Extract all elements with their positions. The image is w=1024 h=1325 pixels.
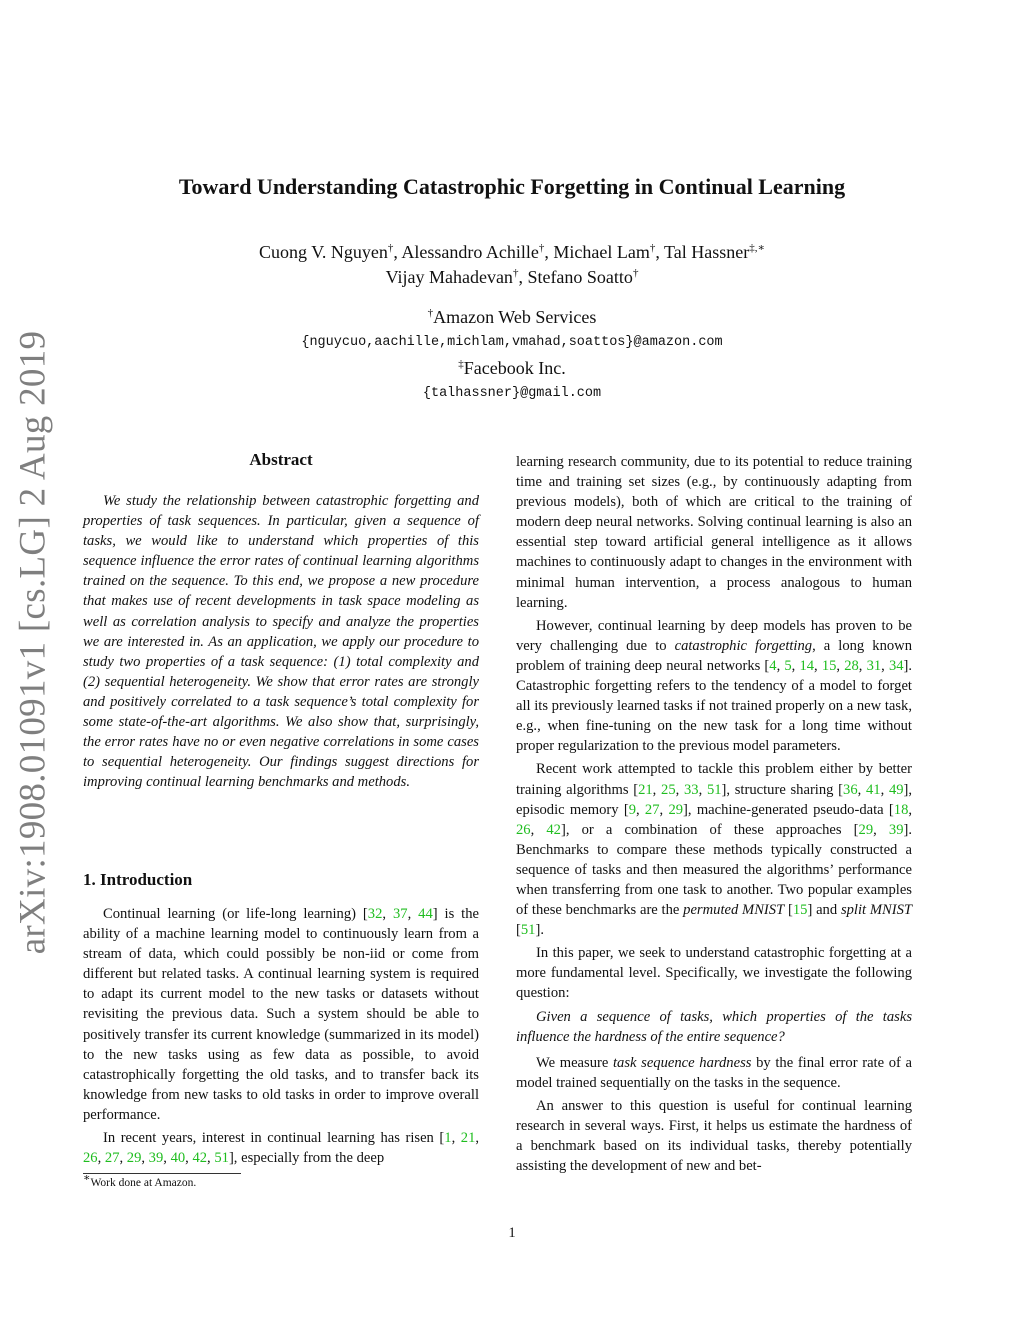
citation-link[interactable]: 26 — [516, 821, 531, 838]
email-prefix: {nguycuo,aachille,michlam,vmahad,soattos} — [301, 335, 634, 350]
text-run: , — [97, 1150, 105, 1167]
body-paragraph — [516, 943, 912, 1003]
citation-link[interactable]: 15 — [821, 657, 837, 674]
citation-link[interactable]: 34 — [888, 657, 904, 674]
citation-link[interactable]: 27 — [644, 801, 660, 818]
text-run: , — [698, 781, 707, 798]
author-name: Alessandro Achille — [401, 242, 539, 262]
author-affiliation-mark: † — [649, 242, 656, 254]
affiliation-amazon — [150, 305, 874, 329]
text-run: ] and — [807, 902, 841, 919]
text-run: , — [652, 781, 662, 798]
citation-link[interactable]: 33 — [683, 781, 699, 798]
text-run: , — [881, 657, 889, 674]
text-run: , — [207, 1150, 215, 1167]
text-run: , — [836, 657, 845, 674]
emphasis-text: catastrophic forgetting — [674, 637, 813, 654]
text-run: , — [407, 906, 419, 922]
text-run: , — [857, 781, 866, 798]
citation-link[interactable]: 42 — [192, 1150, 208, 1167]
text-run: , — [908, 801, 913, 818]
text-run: , — [635, 801, 645, 818]
section-heading-introduction: 1. Introduction — [83, 870, 193, 889]
text-run: Continual learning (or life-long learning) [ — [103, 906, 368, 922]
citation-link[interactable]: 29 — [126, 1150, 142, 1167]
body-paragraph — [516, 1053, 912, 1093]
footnote-mark: ∗ — [83, 1172, 91, 1185]
author-affiliation-mark: ‡,∗ — [749, 242, 765, 254]
citation-link[interactable]: 21 — [460, 1130, 476, 1147]
email-domain: @gmail.com — [520, 386, 602, 401]
email-domain: @amazon.com — [633, 335, 723, 350]
text-run: , — [873, 821, 889, 838]
text-run: ], episodic memory [ — [516, 781, 913, 818]
author-affiliation-mark: † — [632, 267, 639, 279]
citation-link[interactable]: 49 — [888, 781, 904, 798]
intro-paragraph — [83, 904, 479, 1125]
body-paragraph — [516, 616, 912, 757]
citation-link[interactable]: 44 — [418, 906, 433, 922]
citation-link[interactable]: 29 — [668, 801, 684, 818]
citation-link[interactable]: 31 — [866, 657, 882, 674]
text-run: ] is the ability of a machine learning model to continuously learn from a stream of data, which could possibly be non-iid or come from different but related tasks. A continual learning system is required to adapt its current model to the new tasks or datasets without revisiting the previous data. Such a system should be able to positively transfer its current knowledge (summarized in its model) to the new tasks using as few data as possible, to avoid catastrophically forgetting the old tasks, and to transfer back its knowledge from new tasks to old tasks in order to improve overall performance. — [83, 906, 480, 1123]
text-run: , — [185, 1150, 193, 1167]
author-name: Cuong V. Nguyen — [259, 242, 388, 262]
footnote-rule — [83, 1173, 241, 1174]
citation-link[interactable]: 39 — [888, 821, 904, 838]
text-run: ], especially from the deep — [228, 1150, 385, 1167]
text-run: by the final error rate of a model trained sequentially on the tasks in the sequence. — [516, 1054, 913, 1091]
author-name: Stefano Soatto — [527, 267, 633, 287]
author-name: Vijay Mahadevan — [385, 267, 513, 287]
affiliation-mark: ‡ — [458, 358, 464, 370]
introduction-body — [83, 904, 479, 1168]
right-column-body — [516, 452, 912, 1176]
citation-link[interactable]: 25 — [661, 781, 676, 798]
email-amazon — [150, 333, 874, 353]
citation-link[interactable]: 29 — [858, 821, 874, 838]
text-run: , — [659, 801, 669, 818]
citation-link[interactable]: 51 — [520, 922, 536, 939]
author-line-1 — [150, 240, 874, 265]
author-separator: , — [655, 242, 665, 262]
text-run: In this paper, we seek to understand catastrophic forgetting at a more fundamental level. Specifically, we investigate the following question: — [516, 945, 912, 1002]
affiliation-name: Amazon Web Services — [433, 307, 597, 327]
email-prefix: {talhassner} — [422, 386, 521, 401]
text-run: An answer to this question is useful for continual learning research in several ways. First, it helps us estimate the hardness of a benchmark based on its individual tasks, thereby potentially assisting the development of new and bet- — [516, 1097, 912, 1175]
citation-link[interactable]: 32 — [367, 906, 383, 922]
citation-link[interactable]: 36 — [843, 781, 858, 798]
citation-link[interactable]: 1 — [444, 1130, 452, 1147]
citation-link[interactable]: 15 — [792, 902, 808, 919]
research-question — [516, 1007, 912, 1047]
text-run: [ — [516, 922, 521, 939]
citation-link[interactable]: 26 — [83, 1150, 98, 1167]
text-run: learning research community, due to its potential to reduce training time and training set sizes (e.g., by continuously adapting from previous models), both of which are critical to the training of modern deep neural networks. Solving continual learning is also an essential step toward artificial general intelligence as it allows machines to continuously adapt to changes in the environment with minimal human intervention, a process analogous to human learning. — [516, 454, 912, 611]
affiliation-facebook — [150, 356, 874, 380]
affiliation-name: Facebook Inc. — [463, 358, 566, 378]
citation-link[interactable]: 51 — [706, 781, 722, 798]
text-run: , — [858, 657, 867, 674]
citation-link[interactable]: 27 — [104, 1150, 120, 1167]
emphasis-text: permuted MNIST — [683, 902, 785, 919]
abstract-body — [83, 491, 479, 792]
email-facebook — [150, 384, 874, 404]
citation-link[interactable]: 51 — [214, 1150, 229, 1167]
text-run: ]. Benchmarks to compare these methods typically constructed a sequence of tasks and then measured the algorithms’ performance when transferring from one task to another. Two popular examples of these benchmarks are the — [516, 821, 913, 919]
body-paragraph — [516, 1096, 912, 1176]
emphasis-text: task sequence hardness — [613, 1054, 752, 1071]
text-run: In recent years, interest in continual learning has risen [ — [103, 1130, 445, 1147]
text-run: , — [530, 821, 547, 838]
author-separator: , — [393, 242, 402, 262]
text-run: However, continual learning by deep models has proven to be very challenging due to — [516, 617, 912, 654]
abstract-heading: Abstract — [249, 450, 313, 469]
citation-link[interactable]: 4 — [769, 657, 777, 674]
text-run: [ — [784, 902, 793, 919]
abstract-paragraph: We study the relationship between catastrophic forgetting and properties of task sequences. In particular, given a sequence of tasks, we would like to understand which properties of this sequence influence the error rates of continual learning algorithms trained on the sequence. To this end, we propose a new procedure that makes use of recent developments in task space modeling as well as correlation analysis to specify and analyze the properties we are interested in. As an application, we apply our procedure to study two properties of a task sequence: (1) total complexity and (2) sequential heterogeneity. We show that error rates are strongly and positively correlated to a task sequence’s total complexity for some state-of-the-art algorithms. We also show that, surprisingly, the error rates have no or even negative correlations in some cases to sequential heterogeneity. Our findings suggest directions for improving continual learning benchmarks and methods. — [83, 493, 479, 791]
text-run: ], machine-generated pseudo-data [ — [683, 801, 894, 818]
author-affiliation-mark: † — [538, 242, 545, 254]
emphasis-text: split MNIST — [840, 902, 913, 919]
author-name: Michael Lam — [553, 242, 650, 262]
citation-link[interactable]: 28 — [844, 657, 859, 674]
citation-link[interactable]: 37 — [392, 906, 408, 922]
citation-link[interactable]: 42 — [546, 821, 561, 838]
text-run: , — [119, 1150, 127, 1167]
footnote — [83, 1172, 197, 1189]
text-run: , — [814, 657, 822, 674]
citation-link[interactable]: 9 — [628, 801, 636, 818]
footnote-text: Work done at Amazon. — [90, 1177, 197, 1189]
text-run: , — [880, 781, 889, 798]
text-run: , — [776, 657, 785, 674]
arxiv-stamp — [6, 330, 60, 955]
citation-link[interactable]: 21 — [638, 781, 653, 798]
body-paragraph — [516, 452, 912, 613]
text-run: , — [475, 1130, 480, 1147]
text-run: We measure — [536, 1054, 613, 1071]
text-run: , — [675, 781, 684, 798]
text-run: , — [791, 657, 800, 674]
text-run: , — [141, 1150, 149, 1167]
citation-link[interactable]: 5 — [784, 657, 792, 674]
author-separator: , — [544, 242, 554, 262]
body-paragraph — [516, 759, 912, 940]
emphasis-text: Given a sequence of tasks, which properties of the tasks influence the hardness of the entire sequence? — [516, 1008, 912, 1045]
text-run: ]. Catastrophic forgetting refers to the tendency of a model to forget all its previously learned tasks if not trained properly on a new task, e.g., when fine-tuning on the new task for a long time without proper regularization to the previous model parameters. — [516, 657, 913, 755]
paper-title: Toward Understanding Catastrophic Forgetting in Continual Learning — [178, 174, 846, 199]
page-number: 1 — [508, 1225, 516, 1241]
affiliation-mark: † — [427, 307, 434, 319]
author-line-2 — [150, 265, 874, 290]
citation-link[interactable]: 18 — [893, 801, 909, 818]
text-run: ], or a combination of these approaches [ — [560, 821, 859, 838]
text-run: Recent work attempted to tackle this problem either by better training algorithms [ — [516, 761, 912, 798]
author-separator: , — [518, 267, 528, 287]
text-run: ]. — [535, 922, 544, 939]
text-run: , — [451, 1130, 461, 1147]
text-run: , a long known problem of training deep neural networks [ — [516, 637, 912, 674]
author-name: Tal Hassner — [664, 242, 750, 262]
author-affiliation-mark: † — [512, 267, 519, 279]
citation-link[interactable]: 39 — [148, 1150, 164, 1167]
text-run: ], structure sharing [ — [721, 781, 844, 798]
citation-link[interactable]: 14 — [799, 657, 815, 674]
citation-link[interactable]: 40 — [170, 1150, 186, 1167]
text-run: , — [382, 906, 393, 922]
text-run: , — [163, 1150, 171, 1167]
arxiv-stamp-text: arXiv:1908.01091v1 [cs.LG] 2 Aug 2019 — [12, 330, 54, 955]
author-affiliation-mark: † — [387, 242, 394, 254]
intro-paragraph — [83, 1128, 479, 1168]
citation-link[interactable]: 41 — [865, 781, 881, 798]
